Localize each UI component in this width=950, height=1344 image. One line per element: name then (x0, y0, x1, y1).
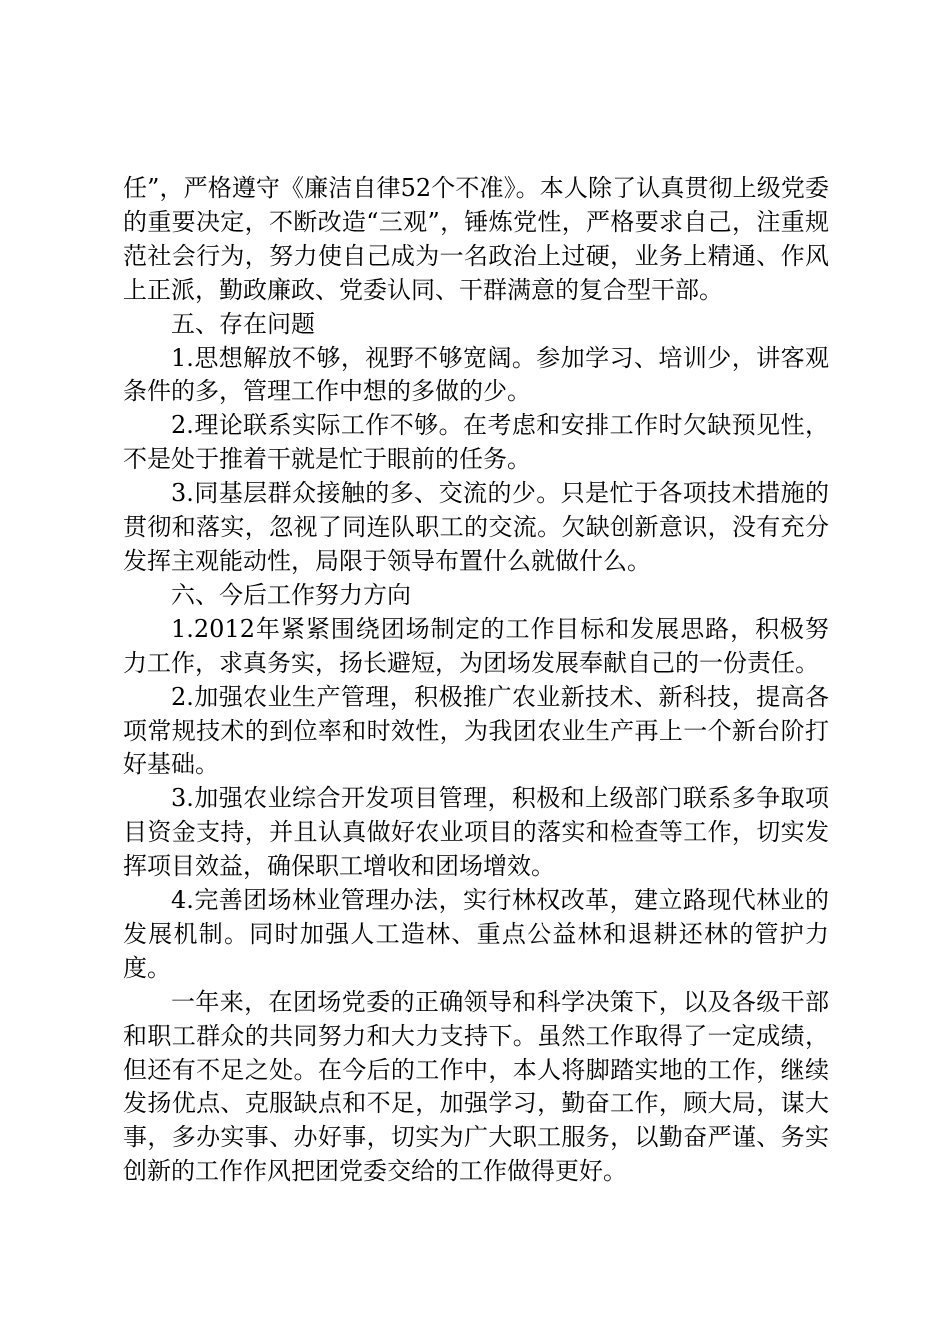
document-body (123, 172, 829, 1189)
direction-item-2: 2.加强农业生产管理，积极推广农业新技术、新科技，提高各项常规技术的到位率和时效性，为我团农业生产再上一个新台阶打好基础。 (123, 682, 829, 779)
direction-item-4: 4.完善团场林业管理办法，实行林权改革，建立路现代林业的发展机制。同时加强人工造林、重点公益林和退耕还林的管护力度。 (123, 886, 829, 982)
section-heading-problems: 五、存在问题 (171, 309, 315, 338)
direction-item-3: 3.加强农业综合开发项目管理，积极和上级部门联系多争取项目资金支持，并且认真做好农业项目的落实和检查等工作，切实发挥项目效益，确保职工增收和团场增效。 (123, 784, 829, 881)
direction-item-1: 1.2012年紧紧围绕团场制定的工作目标和发展思路，积极努力工作，求真务实，扬长避短，为团场发展奉献自己的一份责任。 (123, 614, 829, 677)
problem-item-2: 2.理论联系实际工作不够。在考虑和安排工作时欠缺预见性，不是处于推着干就是忙于眼前的任务。 (123, 411, 829, 474)
conclusion-paragraph: 一年来，在团场党委的正确领导和科学决策下，以及各级干部和职工群众的共同努力和大力支持下。虽然工作取得了一定成绩，但还有不足之处。在今后的工作中，本人将脚踏实地的工作，继续发扬优点、克服缺点和不足，加强学习，勤奋工作，顾大局，谋大事，多办实事、办好事，切实为广大职工服务，以勤奋严谨、务实创新的工作作风把团党委交给的工作做得更好。 (123, 987, 829, 1186)
section-heading-directions: 六、今后工作努力方向 (171, 580, 411, 609)
paragraph-continuation: 任”，严格遵守《廉洁自律52个不准》。本人除了认真贯彻上级党委的重要决定，不断改造“三观”，锤炼党性，严格要求自己，注重规范社会行为，努力使自己成为一名政治上过硬，业务上精通、作风上正派，勤政廉政、党委认同、干群满意的复合型干部。 (123, 174, 829, 304)
problem-item-3: 3.同基层群众接触的多、交流的少。只是忙于各项技术措施的贯彻和落实，忽视了同连队职工的交流。欠缺创新意识，没有充分发挥主观能动性，局限于领导布置什么就做什么。 (123, 479, 829, 575)
problem-item-1: 1.思想解放不够，视野不够宽阔。参加学习、培训少，讲客观条件的多，管理工作中想的多做的少。 (123, 343, 829, 406)
